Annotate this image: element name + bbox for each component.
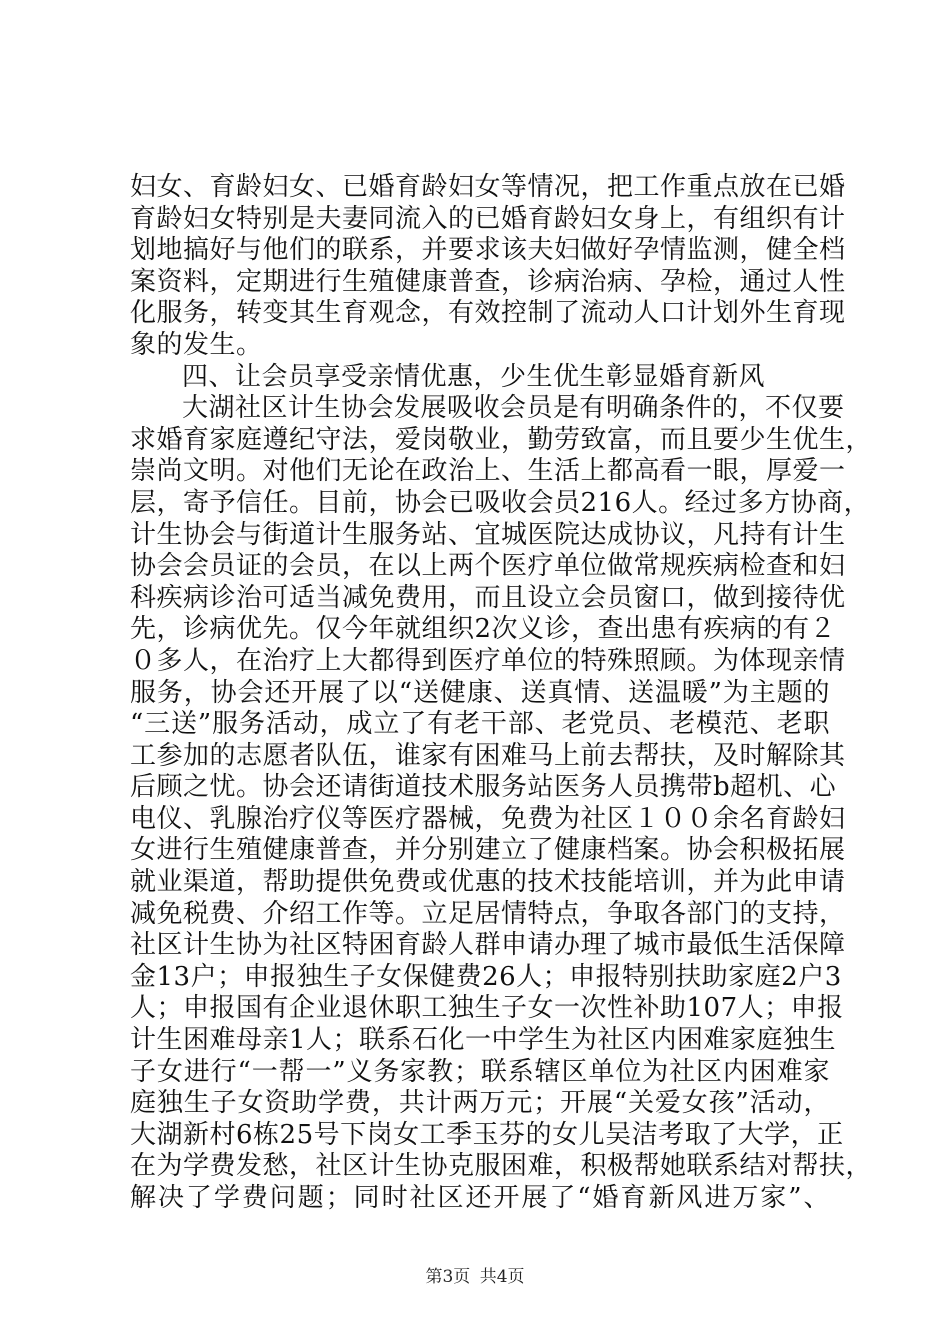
text-line: 减免税费、介绍工作等。立足居情特点，争取各部门的支持， (130, 898, 846, 929)
text-line: 妇女、育龄妇女、已婚育龄妇女等情况，把工作重点放在已婚 (130, 172, 846, 202)
text-line: 计生协会与街道计生服务站、宜城医院达成协议，凡持有计生 (130, 519, 846, 550)
text-line: 在为学费发愁，社区计生协克服困难，积极帮她联系结对帮扶， (130, 1151, 873, 1182)
text-line: 科疾病诊治可适当减免费用，而且设立会员窗口，做到接待优 (130, 582, 846, 613)
text-line: 崇尚文明。对他们无论在政治上、生活上都高看一眼，厚爱一 (130, 456, 846, 487)
text-line: 服务，协会还开展了以“送健康、送真情、送温暖”为主题的 (130, 677, 830, 708)
text-line: 大湖新村6栋25号下岗女工季玉芬的女儿吴洁考取了大学，正 (130, 1119, 844, 1150)
page-total: 共4页 (479, 1267, 525, 1287)
text-line: 层，寄予信任。目前，协会已吸收会员216人。经过多方协商， (130, 487, 871, 518)
text-line: 划地搞好与他们的联系，并要求该夫妇做好孕情监测，健全档 (130, 235, 846, 266)
text-line: 女进行生殖健康普查，并分别建立了健康档案。协会积极拓展 (130, 835, 846, 866)
text-line: 电仪、乳腺治疗仪等医疗器械，免费为社区１００余名育龄妇 (130, 803, 846, 834)
text-line: 工参加的志愿者队伍，谁家有困难马上前去帮扶，及时解除其 (130, 740, 846, 771)
paragraph-1 (130, 172, 846, 362)
text-line: 先，诊病优先。仅今年就组织2次义诊，查出患有疾病的有２ (130, 614, 837, 645)
text-line: 大湖社区计生协会发展吸收会员是有明确条件的，不仅要 (182, 393, 845, 424)
paragraph-2 (130, 393, 873, 1214)
text-line: “三送”服务活动，成立了有老干部、老党员、老模范、老职 (130, 709, 830, 740)
section-heading: 四、让会员享受亲情优惠，少生优生彰显婚育新风 (182, 361, 766, 392)
page-number: 第3页 (425, 1267, 471, 1287)
text-line: 计生困难母亲1人；联系石化一中学生为社区内困难家庭独生 (130, 1025, 837, 1056)
text-line: 协会会员证的会员，在以上两个医疗单位做常规疾病检查和妇 (130, 551, 846, 582)
text-line: 就业渠道，帮助提供免费或优惠的技术技能培训，并为此申请 (130, 867, 846, 898)
text-line: 后顾之忧。协会还请街道技术服务站医务人员携带b超机、心 (130, 772, 837, 803)
text-line: 案资料，定期进行生殖健康普查，诊病治病、孕检，通过人性 (130, 266, 846, 297)
text-line: 求婚育家庭遵纪守法，爱岗敬业，勤劳致富，而且要少生优生， (130, 424, 873, 455)
text-line: 庭独生子女资助学费，共计两万元；开展“关爱女孩”活动， (130, 1088, 830, 1119)
text-line: 化服务，转变其生育观念，有效控制了流动人口计划外生育现 (130, 298, 846, 329)
text-line: 社区计生协为社区特困育龄人群申请办理了城市最低生活保障 (130, 930, 846, 961)
text-line: 金13户；申报独生子女保健费26人；申报特别扶助家庭2户3 (130, 961, 842, 992)
text-line: 子女进行“一帮一”义务家教；联系辖区单位为社区内困难家 (130, 1056, 830, 1087)
text-line: 解决了学费问题；同时社区还开展了“婚育新风进万家”、 (130, 1183, 830, 1213)
document-body (130, 172, 873, 1215)
text-line: 育龄妇女特别是夫妻同流入的已婚育龄妇女身上，有组织有计 (130, 203, 846, 234)
text-line: ０多人，在治疗上大都得到医疗单位的特殊照顾。为体现亲情 (130, 645, 846, 676)
page-footer (0, 1267, 950, 1287)
text-line: 人；申报国有企业退休职工独生子女一次性补助107人；申报 (130, 993, 844, 1024)
text-line: 象的发生。 (130, 329, 263, 360)
